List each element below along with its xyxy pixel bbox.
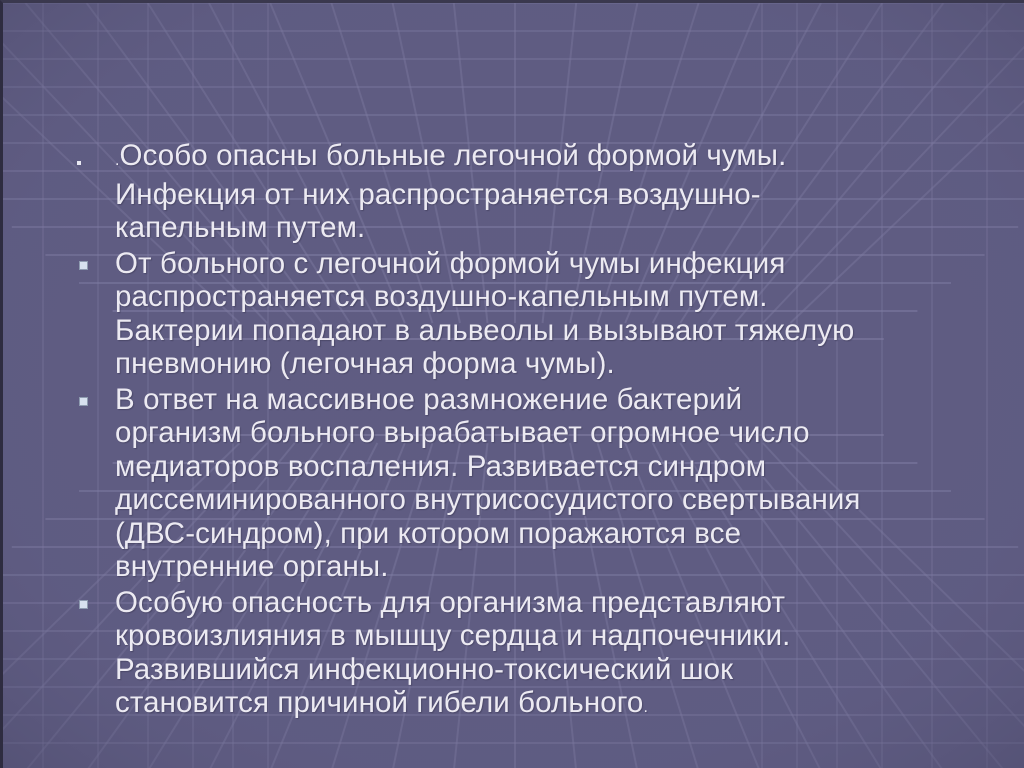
bullet-text bbox=[115, 139, 983, 245]
bullet-square-icon bbox=[79, 600, 88, 609]
bullet-item-2 bbox=[73, 247, 983, 381]
bullet-item-3 bbox=[73, 383, 983, 584]
bullet-body: Особую опасность для организма представляют кровоизлияния в мышцу сердца и надпочечники. Развившийся инфекционно-токсический шок становится причиной гибели больного bbox=[115, 585, 791, 719]
bullet-square-icon bbox=[79, 261, 88, 270]
bullet-square-icon bbox=[79, 397, 88, 406]
bullet-dot-icon bbox=[77, 161, 81, 165]
bullet-text bbox=[115, 383, 983, 584]
bullet-item-1 bbox=[73, 139, 983, 245]
bullet-item-4 bbox=[73, 586, 983, 725]
bullet-body: В ответ на массивное размножение бактерий организм больного вырабатывает огромное число медиаторов воспаления. Развивается синдром диссеминированного внутрисосудистого свертывания (ДВС-синдром), при котором поражаются все внутренние органы. bbox=[115, 382, 861, 583]
bullet-body: Особо опасны больные легочной формой чумы. Инфекция от них распространяется воздушно- капельным путем. bbox=[115, 139, 787, 244]
bullet-text bbox=[115, 247, 983, 381]
bullet-body: От больного с легочной формой чумы инфекция распространяется воздушно-капельным путем. Бактерии попадают в альвеолы и вызывают тяжелую пневмонию (легочная форма чумы). bbox=[115, 246, 855, 380]
bullet-list bbox=[73, 139, 983, 727]
bullet-suffix: . bbox=[643, 699, 648, 716]
bullet-prefix: . bbox=[115, 152, 120, 169]
bullet-text bbox=[115, 586, 983, 725]
